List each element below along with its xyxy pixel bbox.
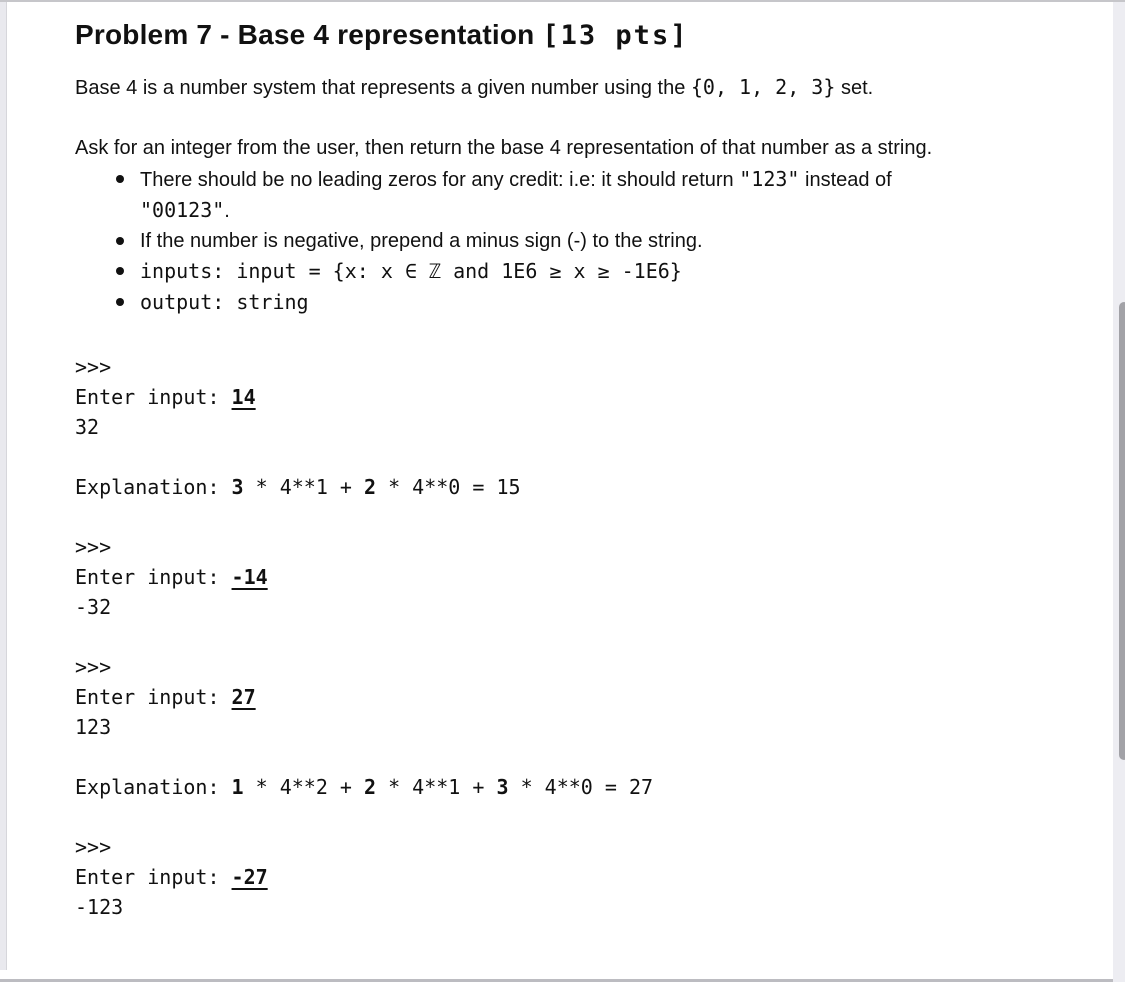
requirement-text: inputs: input = {x: x ∈ ℤ and 1E6 ≥ x ≥ -1E6}	[140, 259, 682, 283]
scrollbar-track[interactable]	[1113, 2, 1125, 982]
terminal-input-line: Enter input: 14	[75, 385, 256, 409]
explanation-2	[75, 772, 1087, 802]
terminal-output-line: -123	[75, 895, 124, 919]
requirement-text: There should be no leading zeros for any credit: i.e: it should return "123" instead of "00123".	[140, 167, 892, 222]
problem-document	[75, 0, 1087, 952]
explanation-1	[75, 472, 1087, 502]
left-page-edge	[0, 2, 7, 970]
bullet-dot-icon	[116, 298, 124, 306]
terminal-prompt: >>>	[75, 835, 112, 859]
terminal-prompt: >>>	[75, 535, 112, 559]
terminal-input-line: Enter input: -14	[75, 565, 268, 589]
terminal-block-3	[75, 652, 1087, 742]
terminal-input-line: Enter input: -27	[75, 865, 268, 889]
problem-title: Problem 7 - Base 4 representation [13 pts]	[75, 19, 689, 51]
terminal-block-4	[75, 832, 1087, 922]
terminal-output-line: 123	[75, 715, 112, 739]
terminal-prompt: >>>	[75, 655, 112, 679]
bullet-dot-icon	[116, 175, 124, 183]
requirement-item-output	[75, 287, 1087, 318]
intro-paragraph: Base 4 is a number system that represents a given number using the {0, 1, 2, 3} set.	[75, 75, 874, 99]
bullet-dot-icon	[116, 237, 124, 245]
requirement-item-leading-zeros	[75, 164, 1087, 226]
requirement-text: output: string	[140, 290, 309, 314]
requirement-text: If the number is negative, prepend a minus sign (-) to the string.	[140, 230, 703, 252]
terminal-prompt: >>>	[75, 355, 112, 379]
scrollbar-thumb[interactable]	[1119, 302, 1125, 760]
requirement-item-negative	[75, 226, 1087, 256]
requirements-list	[75, 164, 1087, 318]
terminal-block-2	[75, 532, 1087, 622]
task-paragraph: Ask for an integer from the user, then return the base 4 representation of that number as a string.	[75, 137, 933, 159]
explanation-line: Explanation: 1 * 4**2 + 2 * 4**1 + 3 * 4**0 = 27	[75, 775, 654, 799]
terminal-input-line: Enter input: 27	[75, 685, 256, 709]
explanation-line: Explanation: 3 * 4**1 + 2 * 4**0 = 15	[75, 475, 521, 499]
bullet-dot-icon	[116, 267, 124, 275]
terminal-output-line: -32	[75, 595, 112, 619]
terminal-block-1	[75, 352, 1087, 442]
terminal-output-line: 32	[75, 415, 100, 439]
examples-section	[75, 352, 1087, 922]
requirement-item-inputs	[75, 256, 1087, 287]
